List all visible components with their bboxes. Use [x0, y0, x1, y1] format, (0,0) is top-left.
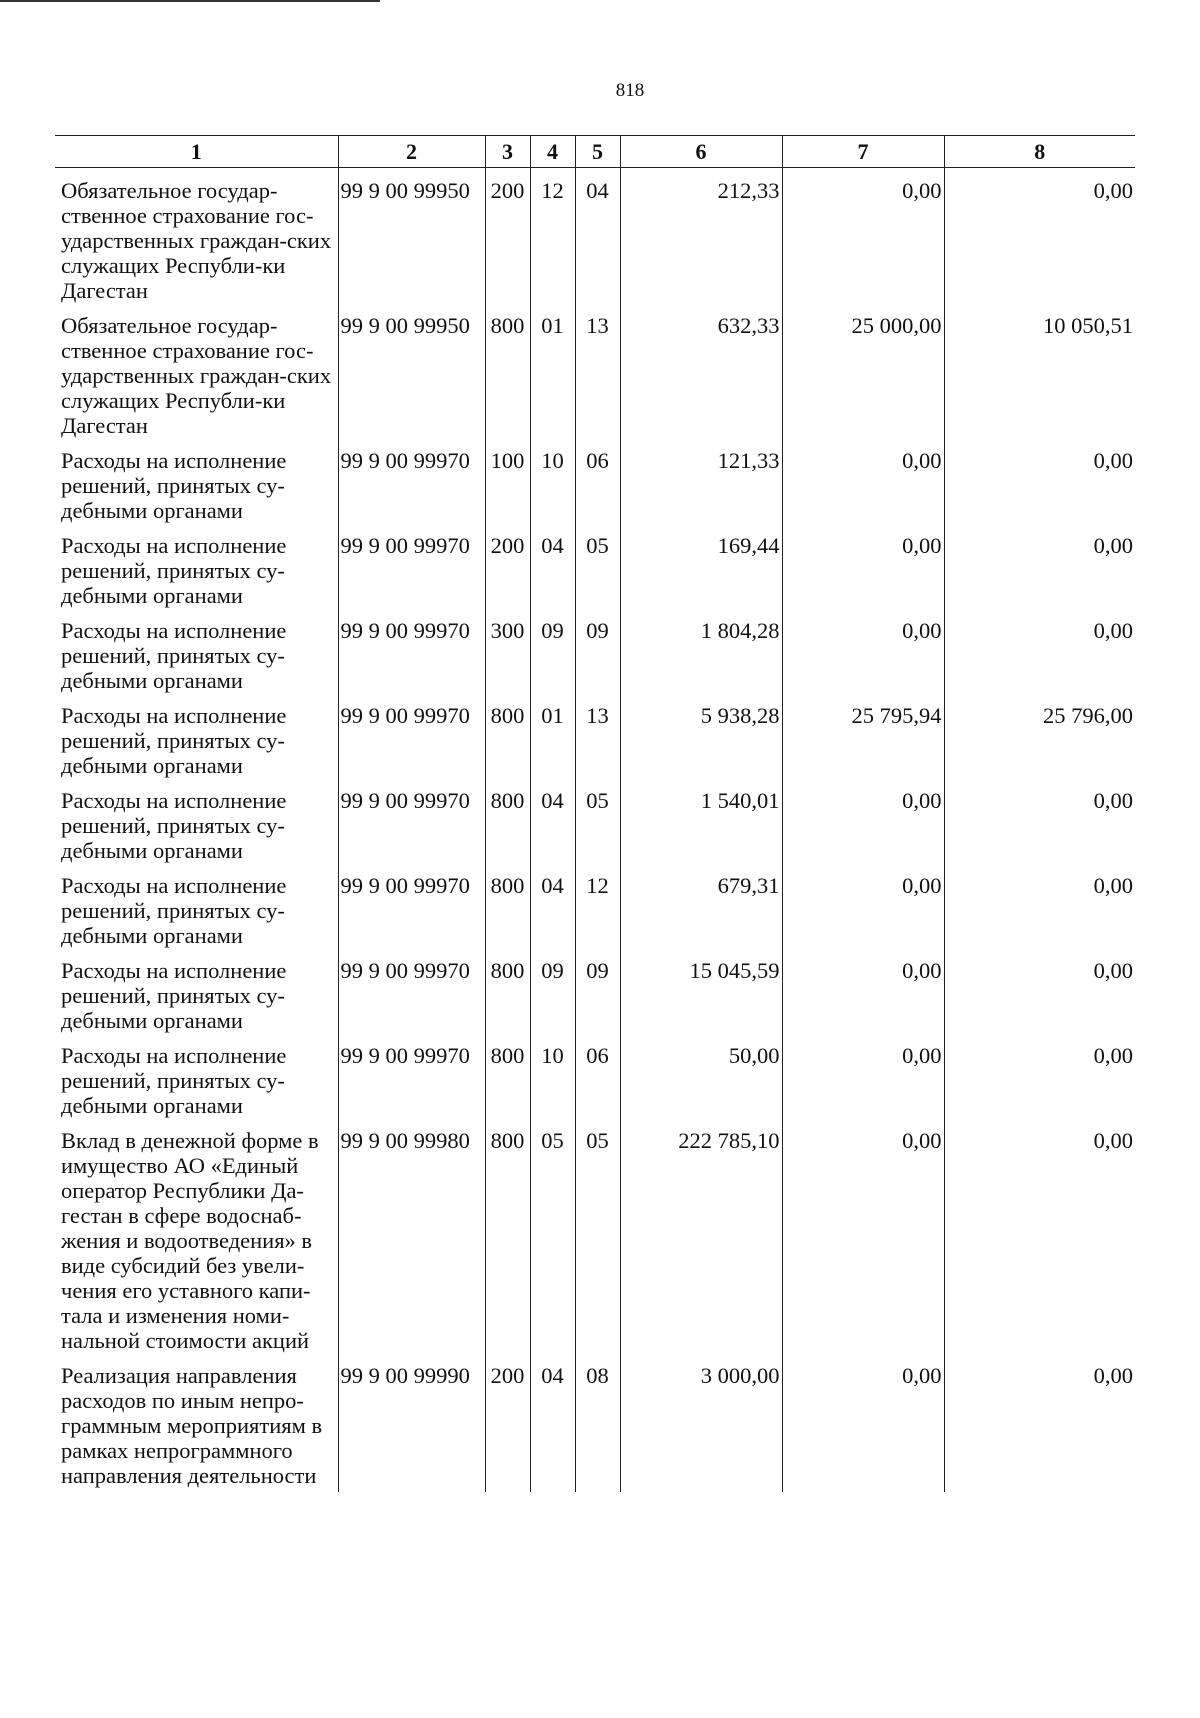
row-col-8: 0,00 — [944, 863, 1135, 948]
row-name: Реализация направления расходов по иным непро-граммным мероприятиям в рамках непрограммного направления деятельности — [61, 1363, 323, 1488]
row-col-3: 800 — [485, 693, 530, 778]
row-col-5: 13 — [575, 693, 620, 778]
table-row — [55, 1033, 1135, 1118]
column-header: 7 — [782, 136, 944, 168]
row-col-5: 05 — [575, 523, 620, 608]
row-col-7: 0,00 — [782, 948, 944, 1033]
row-col-5: 06 — [575, 1033, 620, 1118]
row-col-7: 25 795,94 — [782, 693, 944, 778]
row-col-4: 04 — [530, 863, 575, 948]
table-row — [55, 1353, 1135, 1492]
row-col-5: 09 — [575, 948, 620, 1033]
row-col-3: 800 — [485, 1033, 530, 1118]
row-col-6: 222 785,10 — [620, 1118, 782, 1353]
row-col-4: 04 — [530, 778, 575, 863]
row-col-7: 0,00 — [782, 438, 944, 523]
row-name: Расходы на исполнение решений, принятых су-дебными органами — [61, 788, 287, 863]
budget-table — [55, 135, 1135, 1492]
table-row — [55, 863, 1135, 948]
row-col-5: 12 — [575, 863, 620, 948]
row-col-3: 800 — [485, 303, 530, 438]
row-col-8: 0,00 — [944, 948, 1135, 1033]
scan-top-rule — [0, 0, 380, 2]
row-col-6: 679,31 — [620, 863, 782, 948]
row-col-5: 05 — [575, 1118, 620, 1353]
row-col-6: 632,33 — [620, 303, 782, 438]
row-col-4: 09 — [530, 608, 575, 693]
row-col-7: 0,00 — [782, 1353, 944, 1492]
table-row — [55, 693, 1135, 778]
row-col-3: 800 — [485, 778, 530, 863]
row-col-3: 200 — [485, 523, 530, 608]
row-col-7: 0,00 — [782, 1118, 944, 1353]
row-col-8: 0,00 — [944, 523, 1135, 608]
column-header: 8 — [944, 136, 1135, 168]
column-header: 2 — [338, 136, 485, 168]
page-number: 818 — [615, 80, 645, 101]
row-col-6: 1 540,01 — [620, 778, 782, 863]
row-name: Расходы на исполнение решений, принятых су-дебными органами — [61, 1043, 287, 1118]
row-col-5: 06 — [575, 438, 620, 523]
row-col-3: 800 — [485, 948, 530, 1033]
row-col-6: 1 804,28 — [620, 608, 782, 693]
table-row — [55, 1118, 1135, 1353]
row-name: Обязательное государ-ственное страхование гос-ударственных граждан-ских служащих Республи-ки Дагестан — [61, 313, 332, 438]
row-col-8: 0,00 — [944, 778, 1135, 863]
row-code: 99 9 00 99970 — [338, 948, 485, 1033]
column-header: 6 — [620, 136, 782, 168]
row-code: 99 9 00 99990 — [338, 1353, 485, 1492]
row-col-8: 0,00 — [944, 168, 1135, 304]
row-col-5: 09 — [575, 608, 620, 693]
row-name: Расходы на исполнение решений, принятых су-дебными органами — [61, 703, 287, 778]
row-col-8: 0,00 — [944, 1118, 1135, 1353]
row-code: 99 9 00 99970 — [338, 693, 485, 778]
row-col-8: 10 050,51 — [944, 303, 1135, 438]
row-col-6: 50,00 — [620, 1033, 782, 1118]
row-col-7: 0,00 — [782, 1033, 944, 1118]
row-col-5: 04 — [575, 168, 620, 304]
row-col-6: 5 938,28 — [620, 693, 782, 778]
row-col-5: 05 — [575, 778, 620, 863]
row-name: Вклад в денежной форме в имущество АО «Единый оператор Республики Да-гестан в сфере водоснаб-жения и водоотведения» в виде субсидий без увели-чения его уставного капи-тала и изменения номи-нальной стоимости акций — [61, 1128, 319, 1353]
row-name: Расходы на исполнение решений, принятых су-дебными органами — [61, 873, 287, 948]
row-col-8: 0,00 — [944, 608, 1135, 693]
row-col-7: 0,00 — [782, 168, 944, 304]
row-col-3: 300 — [485, 608, 530, 693]
table-row — [55, 948, 1135, 1033]
row-code: 99 9 00 99980 — [338, 1118, 485, 1353]
row-col-3: 200 — [485, 168, 530, 304]
row-col-6: 15 045,59 — [620, 948, 782, 1033]
row-col-7: 0,00 — [782, 608, 944, 693]
row-col-7: 0,00 — [782, 778, 944, 863]
row-col-3: 100 — [485, 438, 530, 523]
table-row — [55, 168, 1135, 304]
row-col-5: 13 — [575, 303, 620, 438]
table-row — [55, 608, 1135, 693]
row-col-4: 09 — [530, 948, 575, 1033]
row-code: 99 9 00 99970 — [338, 1033, 485, 1118]
column-header: 3 — [485, 136, 530, 168]
row-col-4: 12 — [530, 168, 575, 304]
row-col-6: 3 000,00 — [620, 1353, 782, 1492]
row-col-4: 01 — [530, 693, 575, 778]
table-row — [55, 438, 1135, 523]
row-col-7: 0,00 — [782, 863, 944, 948]
row-col-3: 800 — [485, 863, 530, 948]
row-col-4: 10 — [530, 1033, 575, 1118]
row-code: 99 9 00 99970 — [338, 438, 485, 523]
row-col-4: 04 — [530, 523, 575, 608]
row-col-6: 169,44 — [620, 523, 782, 608]
row-name: Расходы на исполнение решений, принятых су-дебными органами — [61, 958, 287, 1033]
row-col-4: 10 — [530, 438, 575, 523]
table-row — [55, 523, 1135, 608]
row-col-4: 01 — [530, 303, 575, 438]
column-header: 4 — [530, 136, 575, 168]
row-col-8: 0,00 — [944, 1033, 1135, 1118]
row-code: 99 9 00 99950 — [338, 303, 485, 438]
row-name: Расходы на исполнение решений, принятых су-дебными органами — [61, 618, 287, 693]
table-header-row — [55, 136, 1135, 168]
row-col-8: 0,00 — [944, 1353, 1135, 1492]
row-col-8: 25 796,00 — [944, 693, 1135, 778]
row-code: 99 9 00 99970 — [338, 523, 485, 608]
row-col-7: 25 000,00 — [782, 303, 944, 438]
table-row — [55, 303, 1135, 438]
row-col-6: 212,33 — [620, 168, 782, 304]
table-row — [55, 778, 1135, 863]
row-col-3: 800 — [485, 1118, 530, 1353]
row-col-4: 05 — [530, 1118, 575, 1353]
row-name: Расходы на исполнение решений, принятых су-дебными органами — [61, 533, 287, 608]
row-col-3: 200 — [485, 1353, 530, 1492]
column-header: 5 — [575, 136, 620, 168]
row-code: 99 9 00 99970 — [338, 608, 485, 693]
row-name: Обязательное государ-ственное страхование гос-ударственных граждан-ских служащих Республи-ки Дагестан — [61, 178, 332, 303]
row-code: 99 9 00 99970 — [338, 778, 485, 863]
row-code: 99 9 00 99950 — [338, 168, 485, 304]
row-col-7: 0,00 — [782, 523, 944, 608]
row-col-5: 08 — [575, 1353, 620, 1492]
row-col-6: 121,33 — [620, 438, 782, 523]
row-col-8: 0,00 — [944, 438, 1135, 523]
row-col-4: 04 — [530, 1353, 575, 1492]
column-header: 1 — [55, 136, 338, 168]
row-name: Расходы на исполнение решений, принятых су-дебными органами — [61, 448, 287, 523]
row-code: 99 9 00 99970 — [338, 863, 485, 948]
